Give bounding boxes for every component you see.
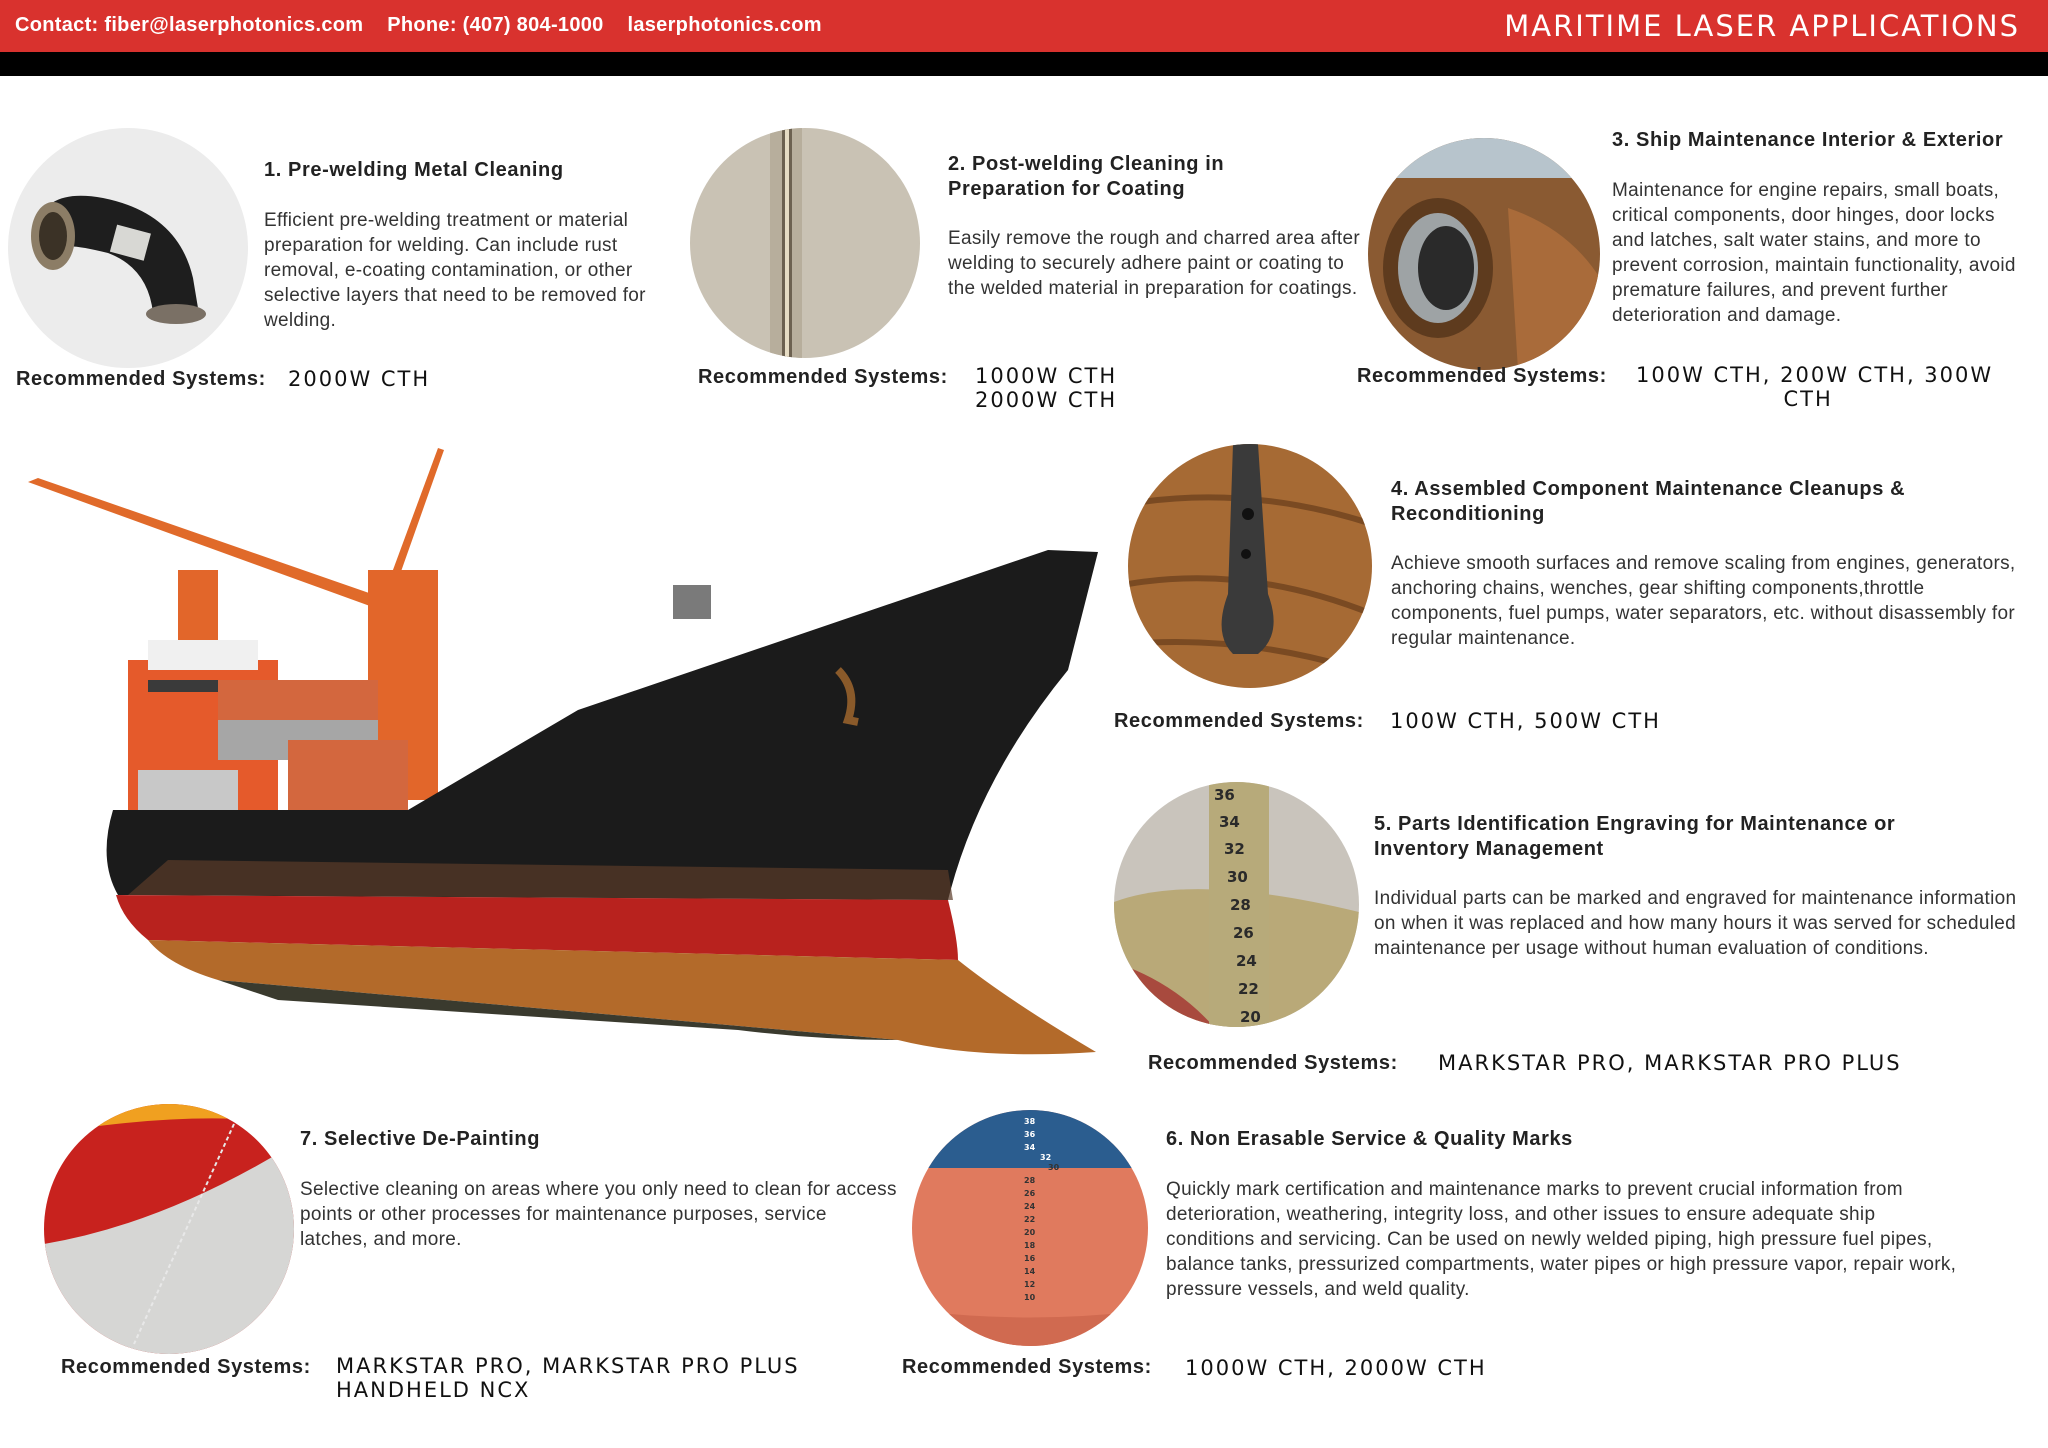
section-3-rec-value: 100W CTH, 200W CTH, 300W CTH [1636, 363, 1994, 411]
depainted-surface-photo [44, 1104, 294, 1354]
section-5-rec-value: MARKSTAR PRO, MARKSTAR PRO PLUS [1438, 1051, 1902, 1075]
page-title: MARITIME LASER APPLICATIONS [1504, 9, 2020, 43]
pipe-elbow-photo [8, 128, 248, 368]
hull-mark: 26 [1024, 1189, 1036, 1198]
section-3-title: 3. Ship Maintenance Interior & Exterior [1612, 129, 2004, 151]
hull-mark: 24 [1024, 1202, 1036, 1211]
section-6-title: 6. Non Erasable Service & Quality Marks [1166, 1128, 1573, 1150]
draft-mark: 32 [1224, 840, 1245, 858]
section-4-title: 4. Assembled Component Maintenance Cleanups & Reconditioning [1391, 478, 1906, 525]
section-2-description: Easily remove the rough and charred area after welding to securely adhere paint or coating to the welded material in preparation for coatings. [948, 228, 1360, 299]
section-4-rec-label: Recommended Systems: [1114, 710, 1364, 732]
hull-mark: 14 [1024, 1267, 1036, 1276]
draft-mark: 28 [1230, 896, 1251, 914]
hull-mark: 20 [1024, 1228, 1036, 1237]
hull-mark: 10 [1024, 1293, 1036, 1302]
section-2-rec-label: Recommended Systems: [698, 366, 948, 388]
section-2-rec-value: 1000W CTH 2000W CTH [975, 364, 1118, 412]
hull-marks-photo [912, 1110, 1148, 1346]
section-4-rec-value: 100W CTH, 500W CTH [1390, 709, 1661, 733]
hull-mark: 12 [1024, 1280, 1036, 1289]
hull-mark: 32 [1040, 1153, 1052, 1162]
hull-mark: 28 [1024, 1176, 1036, 1185]
draft-mark: 36 [1214, 786, 1235, 804]
section-7-rec-label: Recommended Systems: [61, 1356, 311, 1378]
section-1-title: 1. Pre-welding Metal Cleaning [264, 159, 564, 181]
section-3-description: Maintenance for engine repairs, small boats, critical components, door hinges, door locks and latches, salt water stains, and more to prevent corrosion, maintain functionality, avoid premature failures, and prevent further deterioration and damage. [1612, 180, 2016, 326]
section-6-rec-value: 1000W CTH, 2000W CTH [1185, 1356, 1487, 1380]
section-1-description: Efficient pre-welding treatment or material preparation for welding. Can include rust removal, e-coating contamination, or other selective layers that need to be removed for welding. [264, 210, 646, 331]
section-1-rec-label: Recommended Systems: [16, 368, 266, 390]
draft-mark: 22 [1238, 980, 1259, 998]
contact-info [15, 14, 840, 37]
hull-mark: 34 [1024, 1143, 1036, 1152]
section-4-description: Achieve smooth surfaces and remove scaling from engines, generators, anchoring chains, wenches, gear shifting components,throttle components, fuel pumps, water separators, etc. without disassembly for regular maintenance. [1391, 553, 2016, 649]
section-7-description: Selective cleaning on areas where you only need to clean for access points or other processes for maintenance purposes, service latches, and more. [300, 1179, 897, 1250]
draft-mark: 24 [1236, 952, 1257, 970]
contact-phone[interactable]: Phone: (407) 804-1000 [387, 14, 604, 36]
hull-mark: 30 [1048, 1163, 1060, 1172]
header-divider [0, 52, 2048, 76]
contact-website[interactable]: laserphotonics.com [627, 14, 822, 36]
section-6-rec-label: Recommended Systems: [902, 1356, 1152, 1378]
section-1-rec-value: 2000W CTH [288, 367, 431, 391]
section-3-rec-label: Recommended Systems: [1357, 365, 1607, 387]
hull-mark: 38 [1024, 1117, 1036, 1126]
section-2-title: 2. Post-welding Cleaning in Preparation for Coating [948, 153, 1225, 200]
chain-component-photo [1128, 444, 1372, 688]
section-5-rec-label: Recommended Systems: [1148, 1052, 1398, 1074]
draft-mark: 26 [1233, 924, 1254, 942]
contact-email[interactable]: Contact: fiber@laserphotonics.com [15, 14, 364, 36]
section-7-title: 7. Selective De-Painting [300, 1128, 541, 1150]
hull-mark: 22 [1024, 1215, 1036, 1224]
draft-marks-photo [1114, 782, 1359, 1027]
section-6-description: Quickly mark certification and maintenance marks to prevent crucial information from deterioration, weathering, integrity loss, and other issues to ensure adequate ship conditions and servicing. Can be used on newly welded piping, high pressure fuel pipes, balance tanks, pressurized compartments, water pipes or high pressure vapor, repair work, pressure vessels, and weld quality. [1166, 1179, 1957, 1300]
draft-mark: 30 [1227, 868, 1248, 886]
section-5-title: 5. Parts Identification Engraving for Maintenance or Inventory Management [1374, 813, 1896, 860]
hull-mark: 18 [1024, 1241, 1036, 1250]
ship-interior-pipe-photo [1368, 138, 1600, 370]
cargo-ship-illustration [18, 440, 1108, 1060]
header-banner [0, 0, 2048, 52]
section-7-rec-value: MARKSTAR PRO, MARKSTAR PRO PLUS HANDHELD NCX [336, 1354, 800, 1402]
draft-mark: 34 [1219, 813, 1240, 831]
section-5-description: Individual parts can be marked and engraved for maintenance information on when it was replaced and how many hours it was served for scheduled maintenance per usage without human evaluation of conditions. [1374, 888, 2017, 959]
draft-mark: 20 [1240, 1008, 1261, 1026]
hull-mark: 16 [1024, 1254, 1036, 1263]
weld-seam-photo [690, 128, 920, 358]
hull-mark: 36 [1024, 1130, 1036, 1139]
